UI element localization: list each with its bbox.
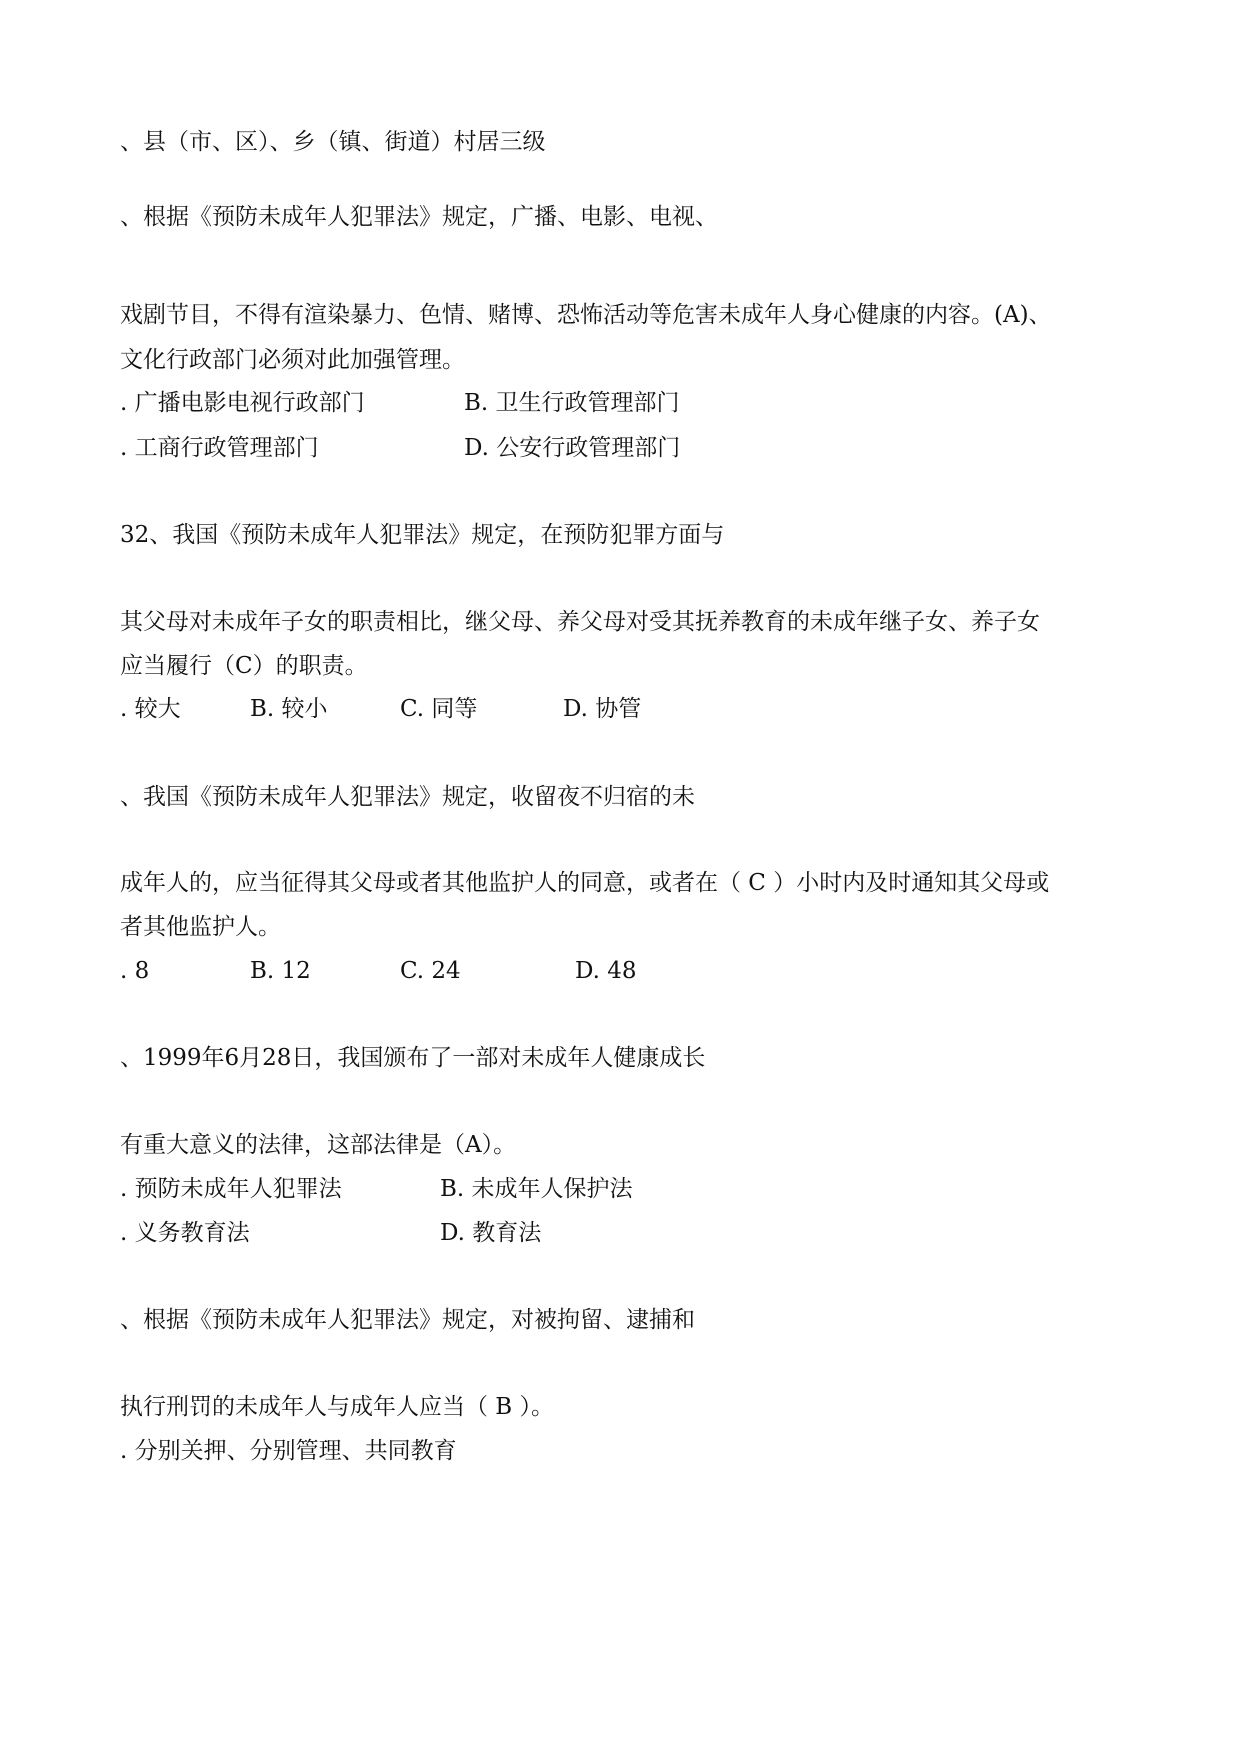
option-c: C. 同等 [400,696,478,722]
question-stem: 32、我国《预防未成年人犯罪法》规定，在预防犯罪方面与 [120,522,725,548]
option-b: B. 卫生行政管理部门 [464,390,680,416]
option-b: B. 12 [250,958,311,984]
option-d: D. 48 [575,958,637,984]
text-line: 、县（市、区）、乡（镇、街道）村居三级 [120,129,546,155]
question-stem: 、我国《预防未成年人犯罪法》规定，收留夜不归宿的未 [120,784,695,810]
option-a: . 较大 [120,696,181,722]
option-a: . 8 [120,958,150,984]
option-d: D. 协管 [563,696,642,722]
option-c: C. 24 [400,958,461,984]
option-d: D. 公安行政管理部门 [464,435,681,461]
option-a: . 广播电影电视行政部门 [120,390,365,416]
question-text: 文化行政部门必须对此加强管理。 [120,347,465,373]
option-c: . 工商行政管理部门 [120,435,319,461]
question-text: 其父母对未成年子女的职责相比，继父母、养父母对受其抚养教育的未成年继子女、养子女 [120,609,1040,635]
question-text: 应当履行（C）的职责。 [120,653,368,679]
option-a: . 预防未成年人犯罪法 [120,1176,342,1202]
question-text: 有重大意义的法律，这部法律是（A）。 [120,1132,517,1158]
option-a: . 分别关押、分别管理、共同教育 [120,1438,457,1464]
option-b: B. 较小 [250,696,328,722]
question-text: 成年人的，应当征得其父母或者其他监护人的同意，或者在（ C ）小时内及时通知其父母或 [120,870,1050,896]
option-c: . 义务教育法 [120,1220,250,1246]
option-d: D. 教育法 [440,1220,542,1246]
question-stem: 、根据《预防未成年人犯罪法》规定，广播、电影、电视、 [120,204,718,230]
question-stem: 、1999年6月28日，我国颁布了一部对未成年人健康成长 [120,1045,706,1071]
question-text: 戏剧节目，不得有渲染暴力、色情、赌博、恐怖活动等危害未成年人身心健康的内容。(A)、 [120,302,1052,328]
question-text: 者其他监护人。 [120,914,281,940]
question-stem: 、根据《预防未成年人犯罪法》规定，对被拘留、逮捕和 [120,1307,695,1333]
option-b: B. 未成年人保护法 [440,1176,633,1202]
question-text: 执行刑罚的未成年人与成年人应当（ B ）。 [120,1394,555,1420]
